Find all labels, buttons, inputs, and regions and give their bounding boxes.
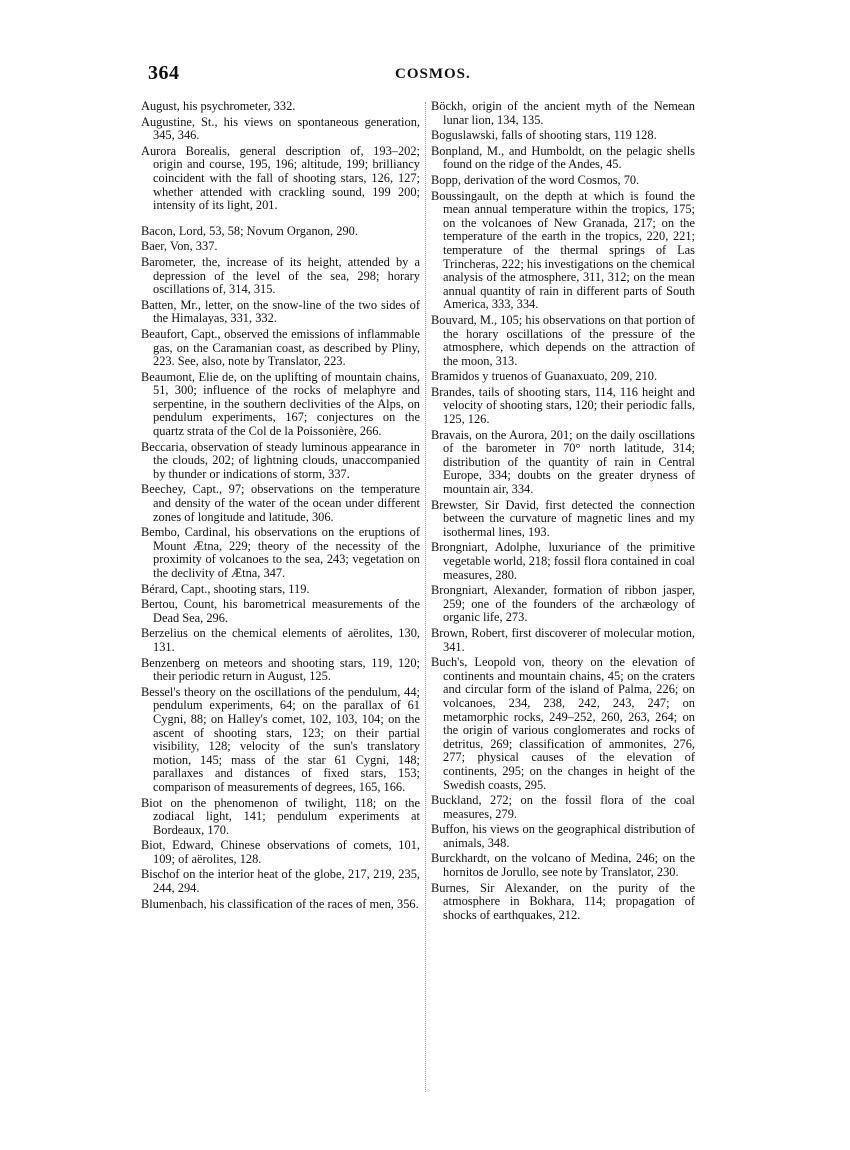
index-entry: Benzenberg on meteors and shooting stars, 119, 120; their periodic return in August, 125. xyxy=(141,655,420,684)
index-entry: Batten, Mr., letter, on the snow-line of the two sides of the Himalayas, 331, 332. xyxy=(141,297,420,326)
index-entry: Berzelius on the chemical elements of aërolites, 130, 131. xyxy=(141,626,420,654)
index-entry: Biot on the phenomenon of twilight, 118; on the zodiacal light, 141; pendulum experiments at Bordeaux, 170. xyxy=(141,795,420,837)
index-entry: Böckh, origin of the ancient myth of the Nemean lunar lion, 134, 135. xyxy=(431,99,695,127)
column-divider xyxy=(425,102,426,1092)
index-entry: Brown, Robert, first discoverer of molecular motion, 341. xyxy=(431,625,695,654)
index-entry: Bonpland, M., and Humboldt, on the pelagic shells found on the ridge of the Andes, 45. xyxy=(431,143,695,172)
index-entry: Boussingault, on the depth at which is found the mean annual temperature within the tropics, 175; on the volcanoes of New Granada, 217; on the temperature of the earth in the tropics, 220, 221; temperature of the thermal springs of Las Trincheras, 222; his investigations on the chemical analysis of the atmosphere, 311, 312; on the mean annual quantity of rain in different parts of South America, 333, 334. xyxy=(431,188,695,312)
index-entry: Bravais, on the Aurora, 201; on the daily oscillations of the barometer in 70° north latitude, 314; distribution of the quantity of rain in Central Europe, 334; doubts on the greater dryness of mountain air, 334. xyxy=(431,427,695,497)
index-entry: Brongniart, Adolphe, luxuriance of the primitive vegetable world, 218; fossil flora contained in coal measures, 280. xyxy=(431,540,695,582)
index-entry: Buch's, Leopold von, theory on the elevation of continents and mountain chains, 45; on the craters and circular form of the island of Palma, 226; on volcanoes, 234, 238, 242, 243, 247; on metamorphic rocks, 249–252, 260, 263, 264; on the origin of various conglomerates and rocks of detritus, 269; classification of ammonites, 276, 277; physical causes of the elevation of continents, 295; on the changes in height of the Swedish coasts, 295. xyxy=(431,655,695,792)
index-entry: Buckland, 272; on the fossil flora of the coal measures, 279. xyxy=(431,793,695,821)
index-entry: Beaumont, Elie de, on the uplifting of mountain chains, 51, 300; influence of the rocks of melaphyre and serpentine, in the southern declivities of the Alps, on pendulum experiments, 167; conjectures on the quartz strata of the Col de la Poissonière, 266. xyxy=(141,369,420,439)
index-entry: Beccaria, observation of steady luminous appearance in the clouds, 202; of lightning clouds, unaccompanied by thunder or indications of storm, 337. xyxy=(141,439,420,481)
index-entry: Boguslawski, falls of shooting stars, 119 128. xyxy=(431,128,657,143)
index-entry: Baer, Von, 337. xyxy=(141,239,218,254)
index-entry: Bopp, derivation of the word Cosmos, 70. xyxy=(431,172,640,187)
index-entry: Brongniart, Alexander, formation of ribbon jasper, 259; one of the founders of the archæology of organic life, 273. xyxy=(431,583,695,625)
index-entry: Augustine, St., his views on spontaneous generation, 345, 346. xyxy=(141,114,420,143)
index-entry: Bertou, Count, his barometrical measurements of the Dead Sea, 296. xyxy=(141,597,420,625)
index-entry: Bacon, Lord, 53, 58; Novum Organon, 290. xyxy=(141,223,358,238)
index-entry: Bramidos y truenos of Guanaxuato, 209, 210. xyxy=(431,369,658,384)
index-entry: Bouvard, M., 105; his observations on that portion of the horary oscillations of the pressure of the atmosphere, which depends on the attraction of the moon, 313. xyxy=(431,312,695,368)
index-entry: Bischof on the interior heat of the globe, 217, 219, 235, 244, 294. xyxy=(141,867,420,896)
running-head: COSMOS. xyxy=(395,66,471,82)
index-entry: Brewster, Sir David, first detected the connection between the curvature of magnetic lines and my isothermal lines, 193. xyxy=(431,497,695,539)
index-column-right xyxy=(431,100,695,924)
index-entry: Bessel's theory on the oscillations of the pendulum, 44; pendulum experiments, 64; on the parallax of 61 Cygni, 88; on Halley's comet, 102, 103, 104; on the ascent of shooting stars, 123; on their partial visibility, 128; velocity of the sun's translatory motion, 145; mass of the star 61 Cygni, 148; parallaxes and distances of fixed stars, 153; comparison of measurements of degrees, 165, 166. xyxy=(141,684,420,794)
index-entry: Burckhardt, on the volcano of Medina, 246; on the hornitos de Jorullo, see note by Translator, 230. xyxy=(431,851,695,880)
index-entry: Biot, Edward, Chinese observations of comets, 101, 109; of aërolites, 128. xyxy=(141,838,420,866)
index-entry: Brandes, tails of shooting stars, 114, 116 height and velocity of shooting stars, 120; their periodic falls, 125, 126. xyxy=(431,384,695,427)
index-entry: Bembo, Cardinal, his observations on the eruptions of Mount Ætna, 229; theory of the necessity of the proximity of volcanoes to the sea, 243; vegetation on the declivity of Ætna, 347. xyxy=(141,525,420,580)
index-entry: Beechey, Capt., 97; observations on the temperature and density of the water of the ocean under different zones of longitude and latitude, 306. xyxy=(141,482,420,524)
index-entry: Beaufort, Capt., observed the emissions of inflammable gas, on the Caramanian coast, as described by Pliny, 223. See, also, note by Translator, 223. xyxy=(141,326,420,369)
index-entry: Blumenbach, his classification of the races of men, 356. xyxy=(141,896,419,911)
index-column-left xyxy=(141,100,420,913)
index-entry: Buffon, his views on the geographical distribution of animals, 348. xyxy=(431,822,695,850)
index-entry: August, his psychrometer, 332. xyxy=(141,99,296,113)
index-entry: Barometer, the, increase of its height, attended by a depression of the level of the sea, 298; horary oscillations of, 314, 315. xyxy=(141,254,420,297)
index-entry: Burnes, Sir Alexander, on the purity of the atmosphere in Bokhara, 114; propagation of shocks of earthquakes, 212. xyxy=(431,880,695,922)
index-entry: Bérard, Capt., shooting stars, 119. xyxy=(141,581,310,596)
index-entry: Aurora Borealis, general description of, 193–202; origin and course, 195, 196; altitude, 199; brilliancy coincident with the fall of shooting stars, 126, 127; whether attended with crackling sound, 199 200; intensity of its light, 201. xyxy=(141,143,420,213)
page-number: 364 xyxy=(148,62,180,84)
